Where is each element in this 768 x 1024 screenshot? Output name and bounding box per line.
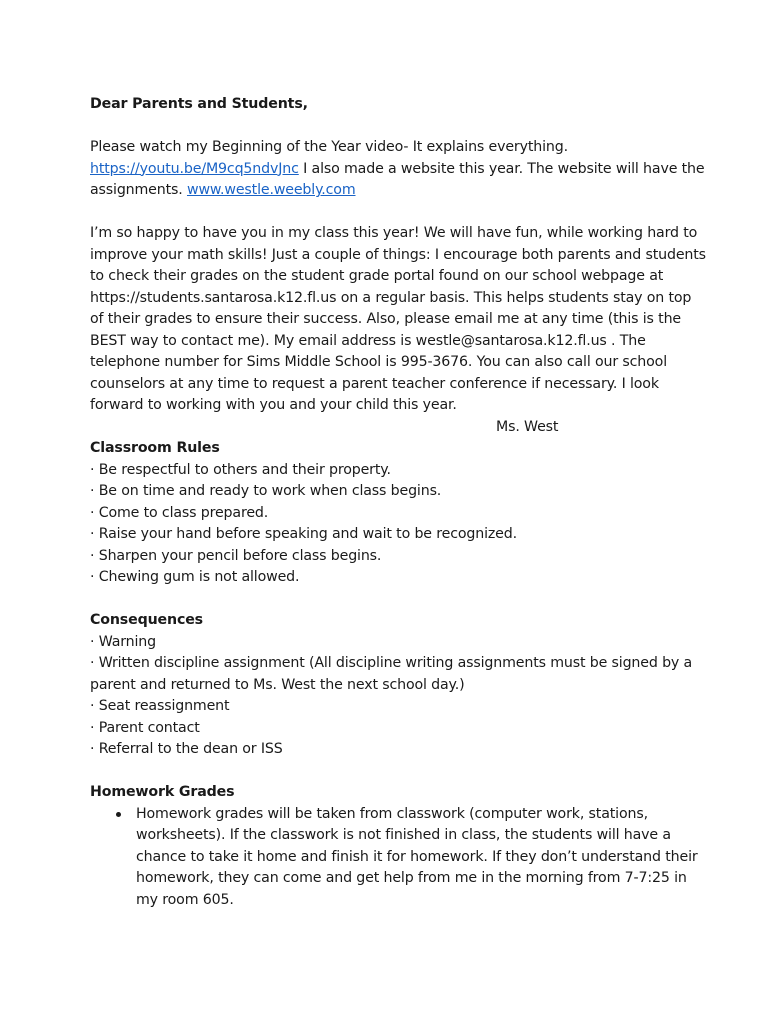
consequence-item: · Warning (90, 633, 156, 650)
consequences-heading: Consequences (90, 612, 203, 628)
consequence-item: · Written discipline assignment (All discipline writing assignments must be signed by a parent and returned to Ms. West the next school day.) (90, 655, 693, 693)
intro-paragraph (90, 137, 708, 202)
website-link[interactable]: www.westle.weebly.com (186, 182, 356, 198)
spacer (90, 761, 708, 783)
rule-item: · Be on time and ready to work when class begins. (90, 483, 442, 499)
rule-item: · Be respectful to others and their property. (90, 461, 391, 478)
homework-item-text: Homework grades will be taken from classwork (computer work, stations, worksheets). If the classwork is not finished in class, the students will have a chance to take it home and finish it for homework. If they don’t understand their homework, they can come and get help from me in the morning from 7-7:25 in my room 605. (136, 805, 698, 908)
rule-item: · Chewing gum is not allowed. (90, 569, 300, 585)
video-link[interactable]: https://youtu.be/M9cq5ndvJnc (90, 160, 299, 177)
homework-item (136, 804, 708, 912)
classroom-rules-heading: Classroom Rules (90, 440, 220, 456)
consequence-item: · Seat reassignment (90, 698, 230, 714)
rule-item: · Raise your hand before speaking and wait to be recognized. (90, 526, 517, 542)
intro-line: Please watch my Beginning of the Year video- It explains everything. (90, 139, 568, 155)
spacer (90, 202, 708, 224)
spacer (90, 589, 708, 611)
body-paragraph: I’m so happy to have you in my class this year! We will have fun, while working hard to improve your math skills! Just a couple of things: I encourage both parents and students to check their grades on the student grade portal found on our school webpage at https://students.santarosa.k12.fl.us on a regular basis. This helps students stay on top of their grades to ensure their success. Also, please email me at any time (this is the BEST way to contact me). My email address is westle@santarosa.k12.fl.us . The telephone number for Sims Middle School is 995-3676. You can also call our school counselors at any time to request a parent teacher conference if necessary. I look forward to working with you and your child this year. (90, 225, 706, 413)
letter-greeting: Dear Parents and Students, (90, 96, 308, 112)
homework-list (90, 804, 708, 912)
consequence-item: · Parent contact (90, 719, 200, 736)
signature: Ms. West (496, 418, 559, 435)
rule-item: · Sharpen your pencil before class begins. (90, 547, 382, 564)
consequence-item: · Referral to the dean or ISS (90, 741, 283, 757)
website-text: I also made a website this year. The website will have the assignments. (90, 160, 705, 198)
rule-item: · Come to class prepared. (90, 504, 269, 521)
homework-grades-heading: Homework Grades (90, 784, 235, 800)
bullet-icon (116, 812, 121, 817)
